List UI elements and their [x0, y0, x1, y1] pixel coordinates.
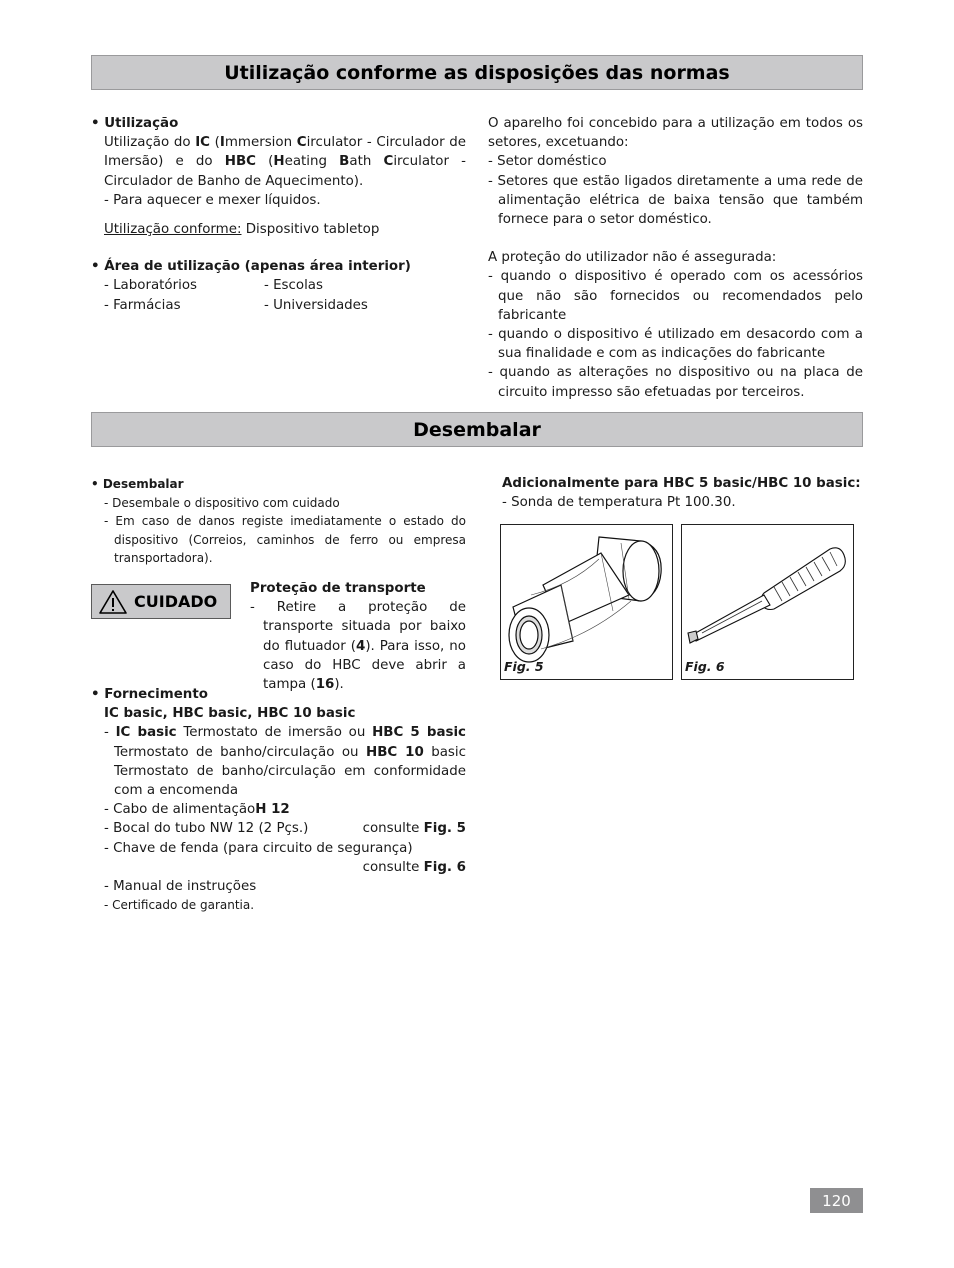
- unpack-heading: • Desembalar: [91, 477, 184, 491]
- unpack-item: - Desembale o dispositivo com cuidado: [104, 495, 340, 510]
- supply-section: [91, 685, 466, 915]
- area-row-1: - Laboratórios - Escolas: [104, 278, 323, 294]
- supply-subheading: IC basic, HBC basic, HBC 10 basic: [104, 706, 356, 722]
- use-right-item: - quando o dispositivo é utilizado em desacordo com a sua finalidade e com as indicações do fabricante: [488, 327, 863, 362]
- transport-protection: [250, 579, 466, 694]
- use-right-item: - Setor doméstico: [488, 154, 607, 170]
- supply-item: - Cabo de alimentaçãoH 12: [104, 802, 290, 818]
- figure-5: [500, 524, 673, 680]
- figure-6-caption: Fig. 6: [685, 659, 725, 674]
- use-right-column: [488, 114, 863, 402]
- area-row-2: - Farmácias - Universidades: [104, 297, 368, 313]
- caution-label: CUIDADO: [134, 592, 218, 611]
- supply-heading: • Fornecimento: [91, 687, 208, 702]
- supply-item: - Manual de instruções: [104, 879, 257, 895]
- hose-nozzle-image: [501, 525, 672, 679]
- use-left-column: [91, 114, 466, 315]
- screwdriver-image: [682, 525, 853, 679]
- use-right-item: - quando o dispositivo é operado com os acessórios que não são fornecidos ou recomendados pelo fabricante: [488, 269, 863, 323]
- unpack-item: - Em caso de danos registe imediatamente o estado do dispositivo (Correios, caminhos de ferro ou empresa transportadora).: [104, 514, 466, 565]
- section-title-use: Utilização conforme as disposições das normas: [91, 55, 863, 90]
- figure-6: [681, 524, 854, 680]
- unpack-right-column: [502, 474, 863, 512]
- transport-title: Proteção de transporte: [250, 581, 426, 596]
- supply-item: - Certificado de garantia.: [104, 898, 255, 913]
- warning-triangle-icon: [98, 589, 128, 615]
- use-right-intro: O aparelho foi concebido para a utilização em todos os setores, excetuando:: [488, 116, 863, 151]
- additional-item: - Sonda de temperatura Pt 100.30.: [502, 495, 736, 511]
- unpack-left-column: [91, 475, 466, 568]
- use-right-protection: A proteção do utilizador não é assegurada:: [488, 250, 777, 266]
- supply-item: - IC basic Termostato de imersão ou HBC 5 basic Termostato de banho/circulação ou HBC 10 basic Termostato de banho/circulação em conformidade com a encomenda: [104, 725, 466, 799]
- use-description: Utilização do IC (Immersion Circulator - Circulador de Imersão) e do HBC (Heating Bath Circulator - Circulador de Banho de Aquecimento).: [104, 135, 466, 189]
- supply-item: - Bocal do tubo NW 12 (2 Pçs.) consulte Fig. 5: [104, 821, 466, 837]
- use-conform: Utilização conforme: Dispositivo tabletop: [104, 222, 380, 238]
- supply-item: - Chave de fenda (para circuito de segurança): [104, 840, 413, 856]
- figure-5-caption: Fig. 5: [504, 659, 544, 674]
- use-heading: • Utilização: [91, 116, 179, 131]
- use-item: - Para aquecer e mexer líquidos.: [104, 192, 321, 208]
- supply-item-ref: consulte Fig. 6: [362, 859, 466, 875]
- area-heading: • Área de utilização (apenas área interior): [91, 259, 411, 275]
- additional-heading: Adicionalmente para HBC 5 basic/HBC 10 basic:: [502, 476, 861, 491]
- page-number: 120: [810, 1188, 863, 1213]
- transport-text: - Retire a proteção de transporte situada por baixo do flutuador (4). Para isso, no caso do HBC deve abrir a tampa (16).: [250, 600, 466, 693]
- use-right-item: - quando as alterações no dispositivo ou na placa de circuito impresso são efetuadas por terceiros.: [488, 365, 863, 400]
- caution-badge: [91, 584, 231, 619]
- section-title-unpack: Desembalar: [91, 412, 863, 447]
- use-right-item: - Setores que estão ligados diretamente a uma rede de alimentação elétrica de baixa tensão que também fornece para o setor doméstico.: [488, 173, 863, 228]
